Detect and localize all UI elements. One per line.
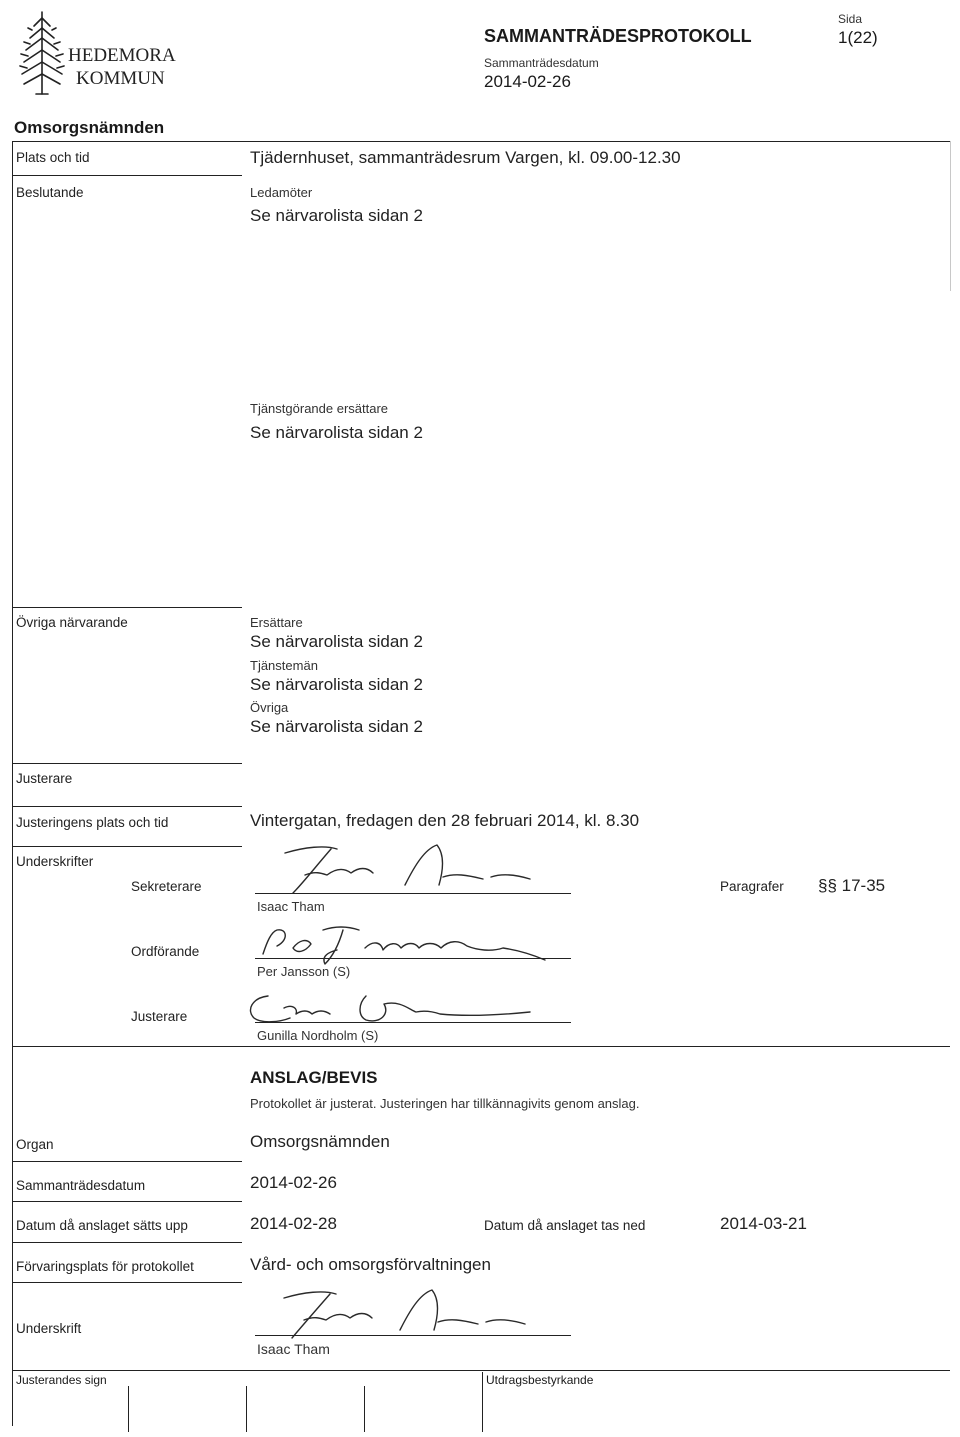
- anslag-upp-value: 2014-02-28: [250, 1214, 337, 1233]
- divider: [12, 846, 242, 847]
- page-number: 1(22): [838, 28, 878, 47]
- frame-right-line: [950, 141, 951, 291]
- sign-box-divider: [246, 1386, 247, 1432]
- meeting-date: 2014-02-26: [484, 72, 571, 91]
- ersattare-value: Se närvarolista sidan 2: [250, 423, 423, 442]
- forvaring-value: Vård- och omsorgsförvaltningen: [250, 1255, 491, 1274]
- document-title: SAMMANTRÄDESPROTOKOLL: [484, 26, 752, 46]
- anslag-top-line: [12, 1046, 950, 1047]
- forvaring-label: Förvaringsplats för protokollet: [16, 1259, 194, 1274]
- frame-left-line: [12, 141, 13, 1426]
- anslag-title: ANSLAG/BEVIS: [250, 1068, 378, 1087]
- ordforande-signature: [255, 912, 575, 972]
- utdragsbestyrkande-label: Utdragsbestyrkande: [486, 1373, 594, 1387]
- divider: [12, 806, 242, 807]
- page-label: Sida: [838, 12, 863, 26]
- sign-box-divider: [482, 1372, 483, 1432]
- justerandes-sign-label: Justerandes sign: [16, 1373, 107, 1387]
- divider: [12, 175, 242, 176]
- organ-label: Organ: [16, 1137, 54, 1152]
- frame-top-line: [12, 141, 950, 142]
- divider: [12, 1282, 242, 1283]
- ledamoter-value: Se närvarolista sidan 2: [250, 206, 423, 225]
- justering-value: Vintergatan, fredagen den 28 februari 2014, kl. 8.30: [250, 811, 640, 830]
- plats-value: Tjädernhuset, sammanträdesrum Vargen, kl. 09.00-12.30: [250, 148, 681, 167]
- justerare-name: Gunilla Nordholm (S): [257, 1028, 379, 1043]
- divider: [12, 763, 242, 764]
- sign-box-divider: [128, 1386, 129, 1432]
- ordforande-name: Per Jansson (S): [257, 964, 351, 979]
- logo-line-1: HEDEMORA: [68, 45, 176, 66]
- tjansteman-value: Se närvarolista sidan 2: [250, 675, 423, 694]
- paragrafer-label: Paragrafer: [720, 879, 784, 894]
- municipality-logo: [18, 8, 188, 98]
- logo-line-2: KOMMUN: [76, 68, 165, 89]
- ersattare-label: Tjänstgörande ersättare: [250, 401, 389, 416]
- divider: [12, 1242, 242, 1243]
- sekreterare-label: Sekreterare: [131, 879, 202, 894]
- beslutande-label: Beslutande: [16, 185, 84, 200]
- justering-label: Justeringens plats och tid: [16, 815, 169, 830]
- justerare-sign-label: Justerare: [131, 1009, 188, 1024]
- ovriga-label: Övriga närvarande: [16, 615, 128, 630]
- anslag-ned-label: Datum då anslaget tas ned: [484, 1218, 646, 1233]
- ovriga-ersattare-value: Se närvarolista sidan 2: [250, 632, 423, 651]
- paragrafer-value: §§ 17-35: [818, 876, 886, 895]
- footer-top-line: [12, 1370, 950, 1371]
- underskrift-signature: [250, 1280, 570, 1340]
- sekreterare-signature: [255, 835, 575, 895]
- meeting-date-label: Sammanträdesdatum: [484, 56, 599, 70]
- committee-title: Omsorgsnämnden: [14, 118, 165, 137]
- justerare-label: Justerare: [16, 771, 73, 786]
- divider: [12, 607, 242, 608]
- anslag-ned-value: 2014-03-21: [720, 1214, 807, 1233]
- ovriga-ersattare-label: Ersättare: [250, 615, 303, 630]
- divider: [12, 1201, 242, 1202]
- ovriga-sub-value: Se närvarolista sidan 2: [250, 717, 423, 736]
- divider: [12, 1161, 242, 1162]
- justerare-signature: [240, 982, 560, 1032]
- underskrift-sign-line: [255, 1335, 571, 1336]
- ledamoter-label: Ledamöter: [250, 185, 313, 200]
- sekreterare-name: Isaac Tham: [257, 899, 325, 914]
- justerare-sign-line: [255, 1022, 571, 1023]
- tjansteman-label: Tjänstemän: [250, 658, 318, 673]
- organ-value: Omsorgsnämnden: [250, 1132, 390, 1151]
- anslag-text: Protokollet är justerat. Justeringen har tillkännagivits genom anslag.: [250, 1096, 640, 1111]
- underskrift-label: Underskrift: [16, 1321, 82, 1336]
- ovriga-sub-label: Övriga: [250, 700, 289, 715]
- sign-box-divider: [364, 1386, 365, 1432]
- sekreterare-sign-line: [255, 893, 571, 894]
- ordforande-sign-line: [255, 958, 571, 959]
- sammantradesdatum-label: Sammanträdesdatum: [16, 1178, 146, 1193]
- sammantradesdatum-value: 2014-02-26: [250, 1173, 337, 1192]
- underskrift-name: Isaac Tham: [257, 1341, 330, 1357]
- underskrifter-label: Underskrifter: [16, 854, 94, 869]
- anslag-upp-label: Datum då anslaget sätts upp: [16, 1218, 188, 1233]
- plats-label: Plats och tid: [16, 150, 90, 165]
- ordforande-label: Ordförande: [131, 944, 200, 959]
- tree-logo-icon: [18, 8, 66, 98]
